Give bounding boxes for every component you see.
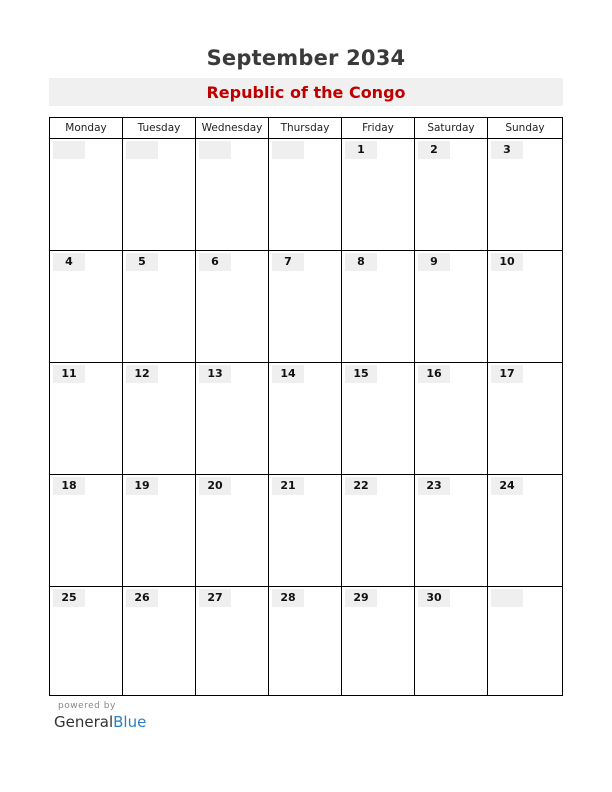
- day-cell: [50, 475, 123, 586]
- day-cell: [196, 587, 269, 695]
- day-number: 15: [345, 365, 377, 383]
- day-number: [53, 141, 85, 159]
- day-number: 3: [491, 141, 523, 159]
- day-number: 1: [345, 141, 377, 159]
- day-number: 2: [418, 141, 450, 159]
- day-number: 28: [272, 589, 304, 607]
- day-cell: [123, 587, 196, 695]
- weekday-saturday: Saturday: [415, 118, 488, 138]
- day-cell: [123, 475, 196, 586]
- day-number: 16: [418, 365, 450, 383]
- brand-general: General: [54, 713, 114, 731]
- day-cell: [196, 251, 269, 362]
- weekday-header-row: [50, 118, 562, 139]
- day-number: 25: [53, 589, 85, 607]
- day-number: 18: [53, 477, 85, 495]
- day-cell: [342, 139, 415, 250]
- day-number: 5: [126, 253, 158, 271]
- day-number: 13: [199, 365, 231, 383]
- brand-blue: Blue: [113, 713, 147, 731]
- day-number: 9: [418, 253, 450, 271]
- day-cell: [488, 587, 562, 695]
- week-row-3: [50, 363, 562, 475]
- day-number: 14: [272, 365, 304, 383]
- day-number: 17: [491, 365, 523, 383]
- day-number: 11: [53, 365, 85, 383]
- day-cell: [50, 363, 123, 474]
- day-cell: [123, 139, 196, 250]
- day-cell: [269, 363, 342, 474]
- day-cell: [269, 139, 342, 250]
- day-cell: [342, 587, 415, 695]
- day-number: 27: [199, 589, 231, 607]
- day-cell: [488, 475, 562, 586]
- weekday-sunday: Sunday: [505, 122, 545, 134]
- country-name: Republic of the Congo: [206, 83, 406, 102]
- week-row-5: [50, 587, 562, 695]
- day-number: 30: [418, 589, 450, 607]
- week-row-1: [50, 139, 562, 251]
- powered-by-text: powered by: [58, 701, 116, 711]
- day-cell: [123, 363, 196, 474]
- day-cell: [342, 363, 415, 474]
- day-cell: [196, 363, 269, 474]
- day-cell: [415, 139, 488, 250]
- day-cell: [269, 475, 342, 586]
- day-cell: [269, 251, 342, 362]
- day-number: [272, 141, 304, 159]
- day-number: 29: [345, 589, 377, 607]
- day-number: 22: [345, 477, 377, 495]
- day-cell: [123, 251, 196, 362]
- day-cell: [342, 251, 415, 362]
- week-row-4: [50, 475, 562, 587]
- day-number: 26: [126, 589, 158, 607]
- day-number: 12: [126, 365, 158, 383]
- day-cell: [415, 251, 488, 362]
- day-number: 8: [345, 253, 377, 271]
- day-cell: [50, 587, 123, 695]
- day-cell: [196, 475, 269, 586]
- day-cell: [269, 587, 342, 695]
- weekday-tuesday: Tuesday: [123, 118, 196, 138]
- page-title: September 2034: [206, 46, 406, 70]
- day-number: 6: [199, 253, 231, 271]
- day-cell: [415, 475, 488, 586]
- day-number: [126, 141, 158, 159]
- country-banner: [49, 78, 563, 106]
- day-number: 19: [126, 477, 158, 495]
- day-cell: [342, 475, 415, 586]
- day-number: 7: [272, 253, 304, 271]
- day-number: 24: [491, 477, 523, 495]
- weekday-friday: Friday: [342, 118, 415, 138]
- day-number: 21: [272, 477, 304, 495]
- calendar-grid: [49, 117, 563, 696]
- day-number: 4: [53, 253, 85, 271]
- day-cell: [415, 587, 488, 695]
- day-number: 20: [199, 477, 231, 495]
- week-row-2: [50, 251, 562, 363]
- day-number: [199, 141, 231, 159]
- day-cell: [196, 139, 269, 250]
- day-number: 23: [418, 477, 450, 495]
- weekday-monday: Monday: [50, 118, 123, 138]
- day-cell: [488, 139, 562, 250]
- day-cell: [488, 363, 562, 474]
- day-cell: [415, 363, 488, 474]
- weekday-wednesday: Wednesday: [196, 118, 269, 138]
- weekday-thursday: Thursday: [269, 118, 342, 138]
- day-cell: [50, 139, 123, 250]
- generalblue-logo[interactable]: [54, 713, 146, 731]
- day-cell: [50, 251, 123, 362]
- day-number: [491, 589, 523, 607]
- day-cell: [488, 251, 562, 362]
- day-number: 10: [491, 253, 523, 271]
